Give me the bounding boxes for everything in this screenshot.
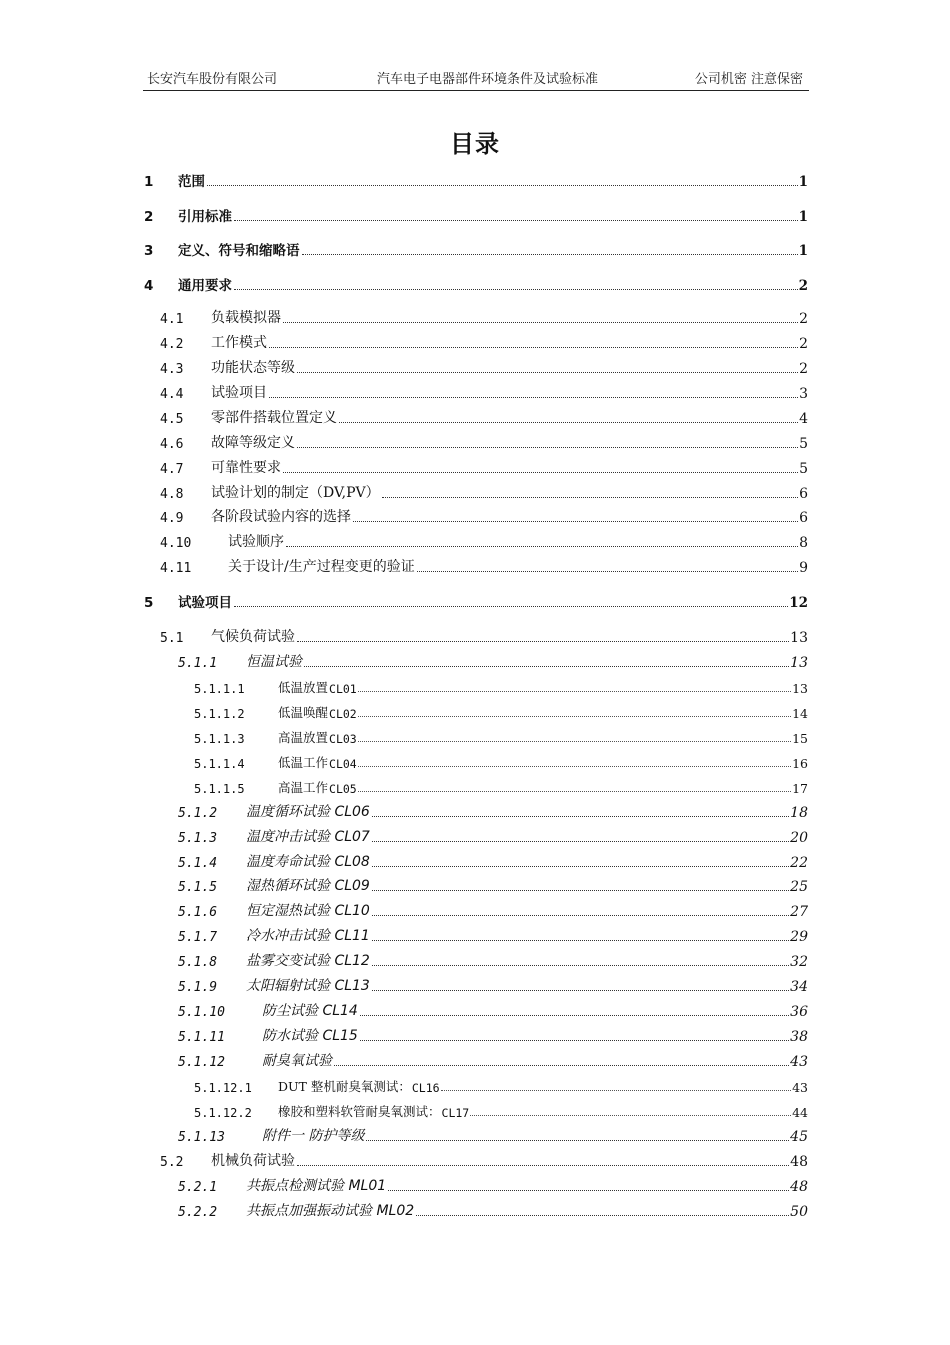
toc-entry-number: 5.1.12 bbox=[178, 1055, 225, 1070]
toc-entry[interactable] bbox=[0, 556, 950, 578]
toc-entry-number: 5.1.1.4 bbox=[194, 757, 245, 771]
dot-leader bbox=[372, 990, 789, 991]
toc-entry[interactable] bbox=[0, 407, 950, 429]
toc-entry[interactable] bbox=[0, 506, 950, 528]
toc-entry-title: 气候负荷试验 bbox=[211, 629, 295, 645]
dot-leader bbox=[358, 741, 791, 742]
toc-entry[interactable] bbox=[0, 676, 950, 698]
toc-entry-page-number: 1 bbox=[798, 209, 808, 225]
toc-entry-title: 范围 bbox=[178, 174, 205, 190]
toc-entry[interactable] bbox=[0, 701, 950, 723]
dot-leader bbox=[334, 1065, 789, 1066]
toc-entry-number: 5 bbox=[144, 595, 154, 611]
toc-entry[interactable] bbox=[0, 875, 950, 897]
toc-entry-page-number: 13 bbox=[790, 655, 808, 671]
toc-entry-title: 可靠性要求 bbox=[211, 460, 281, 476]
dot-leader bbox=[339, 422, 798, 423]
toc-entry-title: 温度寿命试验 CL08 bbox=[246, 854, 370, 870]
toc-entry[interactable] bbox=[0, 1175, 950, 1197]
toc-entry-number: 4.2 bbox=[160, 337, 184, 352]
toc-entry-page-number: 32 bbox=[790, 954, 808, 970]
toc-entry-code: CL01 bbox=[329, 682, 357, 696]
toc-entry-code: CL03 bbox=[329, 732, 357, 746]
toc-entry-page-number: 13 bbox=[792, 681, 808, 696]
toc-entry[interactable] bbox=[0, 900, 950, 922]
toc-entry-page-number: 5 bbox=[799, 461, 808, 477]
toc-entry[interactable] bbox=[0, 1000, 950, 1022]
toc-entry-number: 5.1.11 bbox=[178, 1030, 225, 1045]
toc-entry-page-number: 43 bbox=[790, 1054, 808, 1070]
toc-entry[interactable] bbox=[0, 1150, 950, 1172]
toc-entry-page-number: 17 bbox=[792, 781, 808, 796]
toc-entry[interactable] bbox=[0, 651, 950, 673]
dot-leader bbox=[234, 220, 798, 221]
dot-leader bbox=[269, 347, 798, 348]
dot-leader bbox=[283, 322, 798, 323]
header-confidential: 公司机密 注意保密 bbox=[694, 72, 803, 87]
toc-entry-title: 功能状态等级 bbox=[211, 360, 295, 376]
toc-entry-number: 2 bbox=[144, 209, 154, 225]
toc-entry-title: 试验项目 bbox=[178, 595, 232, 611]
dot-leader bbox=[283, 472, 798, 473]
toc-entry-page-number: 6 bbox=[799, 510, 808, 526]
toc-entry-page-number: 34 bbox=[790, 979, 808, 995]
toc-entry-page-number: 16 bbox=[792, 756, 808, 771]
toc-entry-page-number: 14 bbox=[792, 706, 808, 721]
toc-entry-number: 5.1 bbox=[160, 631, 184, 646]
toc-entry-page-number: 9 bbox=[799, 560, 808, 576]
toc-entry-page-number: 50 bbox=[790, 1204, 808, 1220]
dot-leader bbox=[441, 1090, 792, 1091]
toc-entry-page-number: 44 bbox=[792, 1105, 808, 1120]
toc-entry[interactable] bbox=[0, 1075, 950, 1097]
toc-entry-title: 共振点检测试验 ML01 bbox=[246, 1178, 387, 1194]
toc-entry[interactable] bbox=[0, 925, 950, 947]
toc-entry[interactable] bbox=[0, 332, 950, 354]
toc-entry[interactable] bbox=[0, 1125, 950, 1147]
toc-entry-title: 引用标准 bbox=[178, 209, 232, 225]
dot-leader bbox=[358, 766, 791, 767]
toc-entry-number: 5.1.10 bbox=[178, 1005, 225, 1020]
toc-entry[interactable] bbox=[0, 950, 950, 972]
toc-entry-number: 5.1.2 bbox=[178, 806, 218, 821]
toc-title: 目录 bbox=[450, 130, 500, 158]
toc-entry[interactable] bbox=[0, 531, 950, 553]
toc-entry-page-number: 43 bbox=[792, 1080, 808, 1095]
toc-entry-title: 太阳辐射试验 CL13 bbox=[246, 978, 370, 994]
toc-entry-title: 湿热循环试验 CL09 bbox=[246, 878, 370, 894]
toc-entry-number: 4.11 bbox=[160, 561, 192, 576]
toc-entry[interactable] bbox=[0, 274, 950, 296]
toc-entry-title: 定义、符号和缩略语 bbox=[178, 243, 300, 259]
toc-entry[interactable] bbox=[0, 170, 950, 192]
toc-entry[interactable] bbox=[0, 626, 950, 648]
dot-leader bbox=[372, 890, 789, 891]
toc-entry-title: DUT 整机耐臭氧测试： bbox=[278, 1079, 411, 1094]
toc-entry-number: 4 bbox=[144, 278, 154, 294]
dot-leader bbox=[360, 1015, 789, 1016]
toc-entry-title: 机械负荷试验 bbox=[211, 1153, 295, 1169]
toc-entry[interactable] bbox=[0, 357, 950, 379]
dot-leader bbox=[372, 841, 789, 842]
dot-leader bbox=[302, 254, 798, 255]
toc-entry[interactable] bbox=[0, 751, 950, 773]
toc-entry-number: 5.1.6 bbox=[178, 905, 218, 920]
toc-entry-number: 4.7 bbox=[160, 462, 184, 477]
toc-entry-page-number: 12 bbox=[789, 595, 808, 611]
toc-entry-page-number: 1 bbox=[798, 243, 808, 259]
dot-leader bbox=[372, 940, 789, 941]
toc-entry-page-number: 25 bbox=[790, 879, 808, 895]
toc-entry-page-number: 3 bbox=[799, 386, 808, 402]
toc-entry-number: 5.1.3 bbox=[178, 831, 218, 846]
toc-entry-code: CL16 bbox=[411, 1081, 440, 1095]
toc-entry-number: 5.1.8 bbox=[178, 955, 218, 970]
toc-entry-code: CL05 bbox=[329, 782, 357, 796]
toc-entry-number: 4.3 bbox=[160, 362, 184, 377]
toc-entry-number: 5.1.7 bbox=[178, 930, 218, 945]
toc-entry[interactable] bbox=[0, 826, 950, 848]
dot-leader bbox=[382, 497, 798, 498]
dot-leader bbox=[286, 546, 798, 547]
toc-entry-page-number: 36 bbox=[790, 1004, 808, 1020]
toc-entry-title: 故障等级定义 bbox=[211, 435, 295, 451]
toc-entry-title: 试验项目 bbox=[211, 385, 267, 401]
toc-entry-number: 5.1.12.2 bbox=[194, 1106, 252, 1120]
toc-entry-page-number: 2 bbox=[799, 336, 808, 352]
toc-entry-page-number: 22 bbox=[790, 855, 808, 871]
toc-entry-number: 5.1.5 bbox=[178, 880, 218, 895]
header-document-title: 汽车电子电器部件环境条件及试验标准 bbox=[377, 72, 599, 87]
toc-entry-title: 零部件搭载位置定义 bbox=[211, 410, 337, 426]
toc-entry-title: 防水试验 CL15 bbox=[262, 1028, 358, 1044]
dot-leader bbox=[358, 691, 791, 692]
toc-entry-title: 恒定湿热试验 CL10 bbox=[246, 903, 370, 919]
header-company: 长安汽车股份有限公司 bbox=[147, 72, 278, 87]
toc-entry-title: 高温放置 bbox=[278, 730, 329, 745]
toc-entry-number: 5.1.1.5 bbox=[194, 782, 245, 796]
toc-entry-number: 4.9 bbox=[160, 511, 184, 526]
toc-entry[interactable] bbox=[0, 382, 950, 404]
dot-leader bbox=[416, 1215, 789, 1216]
toc-entry-page-number: 45 bbox=[790, 1129, 808, 1145]
dot-leader bbox=[297, 1165, 789, 1166]
toc-entry-title: 试验计划的制定（DV,PV） bbox=[211, 485, 380, 501]
toc-entry-title: 橡胶和塑料软管耐臭氧测试： bbox=[278, 1104, 441, 1119]
toc-entry-title: 工作模式 bbox=[211, 335, 267, 351]
toc-entry[interactable] bbox=[0, 307, 950, 329]
toc-entry-number: 1 bbox=[144, 174, 154, 190]
dot-leader bbox=[297, 641, 789, 642]
toc-entry-page-number: 29 bbox=[790, 929, 808, 945]
dot-leader bbox=[269, 397, 798, 398]
dot-leader bbox=[304, 666, 789, 667]
toc-entry-page-number: 20 bbox=[790, 830, 808, 846]
toc-entry-page-number: 27 bbox=[790, 904, 808, 920]
toc-entry-number: 5.1.12.1 bbox=[194, 1081, 252, 1095]
toc-entry-title: 耐臭氧试验 bbox=[262, 1053, 332, 1069]
dot-leader bbox=[372, 866, 789, 867]
toc-entry-number: 5.1.1.2 bbox=[194, 707, 245, 721]
toc-entry-title: 温度循环试验 CL06 bbox=[246, 804, 370, 820]
toc-entry[interactable] bbox=[0, 205, 950, 227]
dot-leader bbox=[366, 1140, 789, 1141]
toc-entry-number: 4.5 bbox=[160, 412, 184, 427]
toc-entry-title: 关于设计/生产过程变更的验证 bbox=[228, 559, 415, 575]
toc-entry-number: 5.1.4 bbox=[178, 856, 218, 871]
dot-leader bbox=[372, 965, 789, 966]
toc-entry[interactable] bbox=[0, 1025, 950, 1047]
toc-entry-number: 5.1.9 bbox=[178, 980, 218, 995]
toc-entry-page-number: 2 bbox=[798, 278, 808, 294]
toc-entry-number: 5.2.2 bbox=[178, 1205, 218, 1220]
toc-entry-title: 共振点加强振动试验 ML02 bbox=[246, 1203, 415, 1219]
toc-entry-page-number: 2 bbox=[799, 361, 808, 377]
toc-entry-number: 5.2 bbox=[160, 1155, 184, 1170]
toc-entry-title: 低温唤醒 bbox=[278, 705, 329, 720]
toc-entry-title: 低温工作 bbox=[278, 755, 329, 770]
toc-entry-page-number: 1 bbox=[798, 174, 808, 190]
toc-entry-page-number: 48 bbox=[790, 1179, 808, 1195]
toc-entry-title: 高温工作 bbox=[278, 780, 329, 795]
dot-leader bbox=[297, 447, 798, 448]
dot-leader bbox=[388, 1190, 789, 1191]
toc-entry-code: CL17 bbox=[441, 1106, 470, 1120]
dot-leader bbox=[470, 1115, 791, 1116]
toc-entry-title: 负载模拟器 bbox=[211, 310, 281, 326]
toc-entry-number: 4.4 bbox=[160, 387, 184, 402]
toc-entry-number: 4.6 bbox=[160, 437, 184, 452]
toc-entry[interactable] bbox=[0, 726, 950, 748]
toc-entry-title: 恒温试验 bbox=[246, 654, 302, 670]
toc-entry[interactable] bbox=[0, 482, 950, 504]
toc-entry-page-number: 6 bbox=[799, 486, 808, 502]
toc-entry-page-number: 15 bbox=[792, 731, 808, 746]
toc-entry-number: 5.1.1.1 bbox=[194, 682, 245, 696]
toc-entry-page-number: 13 bbox=[790, 630, 808, 646]
toc-entry-number: 3 bbox=[144, 243, 154, 259]
toc-entry-number: 5.1.13 bbox=[178, 1130, 225, 1145]
dot-leader bbox=[207, 185, 798, 186]
toc-entry[interactable] bbox=[0, 1050, 950, 1072]
toc-entry-page-number: 18 bbox=[790, 805, 808, 821]
dot-leader bbox=[234, 606, 788, 607]
toc-entry-title: 盐雾交变试验 CL12 bbox=[246, 953, 370, 969]
toc-entry-number: 5.1.1 bbox=[178, 656, 218, 671]
toc-entry[interactable] bbox=[0, 432, 950, 454]
toc-entry-page-number: 48 bbox=[790, 1154, 808, 1170]
toc-entry-number: 4.1 bbox=[160, 312, 184, 327]
dot-leader bbox=[234, 289, 798, 290]
toc-entry-title: 温度冲击试验 CL07 bbox=[246, 829, 370, 845]
dot-leader bbox=[360, 1040, 789, 1041]
toc-entry-title: 低温放置 bbox=[278, 680, 329, 695]
toc-entry[interactable] bbox=[0, 851, 950, 873]
toc-entry[interactable] bbox=[0, 239, 950, 261]
toc-entry-page-number: 2 bbox=[799, 311, 808, 327]
toc-entry-number: 4.8 bbox=[160, 487, 184, 502]
toc-entry-title: 通用要求 bbox=[178, 278, 232, 294]
toc-entry-title: 试验顺序 bbox=[228, 534, 284, 550]
dot-leader bbox=[353, 521, 798, 522]
toc-entry-number: 4.10 bbox=[160, 536, 192, 551]
toc-entry-code: CL04 bbox=[329, 757, 357, 771]
toc-entry[interactable] bbox=[0, 776, 950, 798]
toc-entry-title: 各阶段试验内容的选择 bbox=[211, 509, 351, 525]
toc-entry-code: CL02 bbox=[329, 707, 357, 721]
toc-entry-number: 5.2.1 bbox=[178, 1180, 218, 1195]
toc-entry-title: 附件一 防护等级 bbox=[262, 1128, 365, 1144]
toc-entry-page-number: 4 bbox=[799, 411, 808, 427]
dot-leader bbox=[372, 915, 789, 916]
toc-entry-page-number: 38 bbox=[790, 1029, 808, 1045]
toc-entry-number: 5.1.1.3 bbox=[194, 732, 245, 746]
toc-entry[interactable] bbox=[0, 457, 950, 479]
toc-entry[interactable] bbox=[0, 1200, 950, 1222]
toc-entry[interactable] bbox=[0, 801, 950, 823]
toc-entry-title: 冷水冲击试验 CL11 bbox=[246, 928, 370, 944]
dot-leader bbox=[372, 816, 789, 817]
toc-entry-title: 防尘试验 CL14 bbox=[262, 1003, 358, 1019]
toc-entry-page-number: 5 bbox=[799, 436, 808, 452]
dot-leader bbox=[358, 716, 791, 717]
toc-entry[interactable] bbox=[0, 591, 950, 613]
toc-entry-page-number: 8 bbox=[799, 535, 808, 551]
toc-entry[interactable] bbox=[0, 975, 950, 997]
dot-leader bbox=[358, 791, 791, 792]
dot-leader bbox=[417, 571, 798, 572]
dot-leader bbox=[297, 372, 798, 373]
toc-entry[interactable] bbox=[0, 1100, 950, 1122]
